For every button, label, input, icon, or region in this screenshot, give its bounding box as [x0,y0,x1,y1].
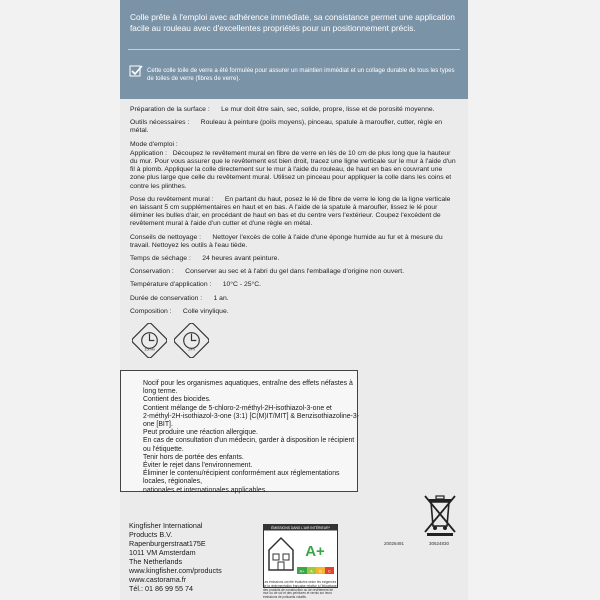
spec-cleaning: Conseils de nettoyage : Nettoyer l'excès de colle à l'aide d'une éponge humide au fur et à mesure du travail. Nettoyez les outils à l'eau tiède. [130,233,443,249]
hero-note: Cette colle toile de verre a été formulée pour assurer un maintien immédiat et un collage durable de tous les types de toiles de verre (fibres de verre). [147,67,455,82]
crossed-out-bin-icon [421,492,459,536]
spec-temperature: Température d'application : 10°C - 25°C. [130,281,262,289]
address-line: Kingfisher International [129,521,203,530]
hazard-line: En cas de consultation d'un médecin, garder à disposition le récipient ou l'étiquette. [143,437,355,453]
hazard-line: Peut produire une réaction allergique. [143,429,258,437]
address-line: 1011 VM Amsterdam [129,548,196,557]
drying-time-label: 24h [188,346,195,352]
product-code-b: 30624830 [429,541,450,546]
address-line: The Netherlands [129,557,183,566]
hero-intro: Colle prête à l'emploi avec adhérence immédiate, sa consistance permet une application facile au rouleau avec d'excellentes propriétés pour un positionnement précis. [130,12,455,33]
scale-a: A [310,568,313,574]
hazard-line: Éliminer le contenu/récipient conformément aux réglementations locales, régionales, [143,470,340,486]
spec-surface: Préparation de la surface : Le mur doit être sain, sec, solide, propre, lisse et de porosité moyenne. [130,106,435,113]
hazard-line: nationales et internationales applicables. [143,486,268,494]
address-line: www.castorama.fr [129,575,187,584]
hazard-line: Nocif pour les organismes aquatiques, entraîne des effets néfastes à long terme. [143,380,353,396]
address-line: Rapenburgerstraat175E [129,539,206,548]
spec-storage: Conservation : Conserver au sec et à l'abri du gel dans l'emballage d'origine non ouvert. [130,268,405,276]
spec-pose: Pose du revêtement mural : En partant du haut, posez le lé de fibre de verre le long de la ligne verticale en laissant 5 cm supplémentaires en haut et en bas. A l'aide de la spatule à maroufler, lissez le lé pour éliminer les bulles d'air, en procédant de haut en bas et du centre vers l'extérieur. Coupez l'excédent de revêtement mural à l'aide d'un cutter et d'une règle en métal. [130,195,451,228]
spec-drying: Temps de séchage : 24 heures avant peinture. [130,255,280,263]
spec-shelf-life: Durée de conservation : 1 an. [130,294,229,302]
open-time-label: 15min [144,346,155,352]
manufacturer-address [129,521,249,593]
spec-application: Application : Découpez le revêtement mural en fibre de verre en lés de 10 cm de plus long que la hauteur du mur. Pour vous assurer que le revêtement est bien droit, tracez une ligne verticale sur le mur à l'aide d'un fil à plomb. Appliquer la colle directement sur le mur à l'aide du rouleau, de haut en bas en couvrant une zone plus large que celle du revêtement mural. Utilisez un pinceau pour appliquer la colle dans les coins et contre les plinthes. [130,149,456,190]
hazard-warning-box [120,370,358,492]
hero-divider [128,49,460,50]
product-label-panel [120,0,468,600]
emission-header: ÉMISSIONS DANS L'AIR INTÉRIEUR* [271,526,330,530]
hazard-line: Éviter le rejet dans l'environnement. [143,462,253,470]
emission-footnote: Les émissions ont été évaluées selon les exigences de la réglementation française relative à l'étiquetage des produits de construction ou de revêtement de mur ou de sol et des peintures et vernis sur leurs émissions de polluants volatils. [263,580,337,600]
spec-tools: Outils nécessaires : Rouleau à peinture (poils moyens), pinceau, spatule à maroufler, cutter, règle en métal. [130,119,443,135]
spec-mode: Mode d'emploi : [130,140,178,148]
scale-c: C [328,568,331,574]
address-line: Tél.: 01 86 99 55 74 [129,584,193,593]
emission-grade: A+ [305,543,325,560]
hero-banner [120,0,468,99]
scale-aplus: A+ [299,568,305,574]
hazard-line: Tenir hors de portée des enfants. [143,453,244,461]
scale-b: B [319,568,322,574]
open-time-clock-icon [132,323,167,358]
address-line: Products B.V. [129,530,173,539]
time-icons [132,323,212,361]
product-code-a: 20026491 [384,541,405,546]
hazard-line: Contient des biocides. [143,396,211,404]
usage-instructions [130,106,458,321]
address-line: www.kingfisher.com/products [129,566,222,575]
checkmark-icon [129,64,143,78]
hazard-line: 2-méthyl-2H-isothiazol-3-one (3:1) [C(M)IT/MIT] & Benzisothiazoline-3-one [BIT]. [143,412,359,429]
hazard-statements [143,380,363,495]
spec-composition: Composition : Colle vinylique. [130,307,229,315]
hazard-line: Contient mélange de 5-chloro-2-méthyl-2H-isothiazol-3-one et [143,404,332,412]
drying-time-clock-icon [174,323,209,358]
